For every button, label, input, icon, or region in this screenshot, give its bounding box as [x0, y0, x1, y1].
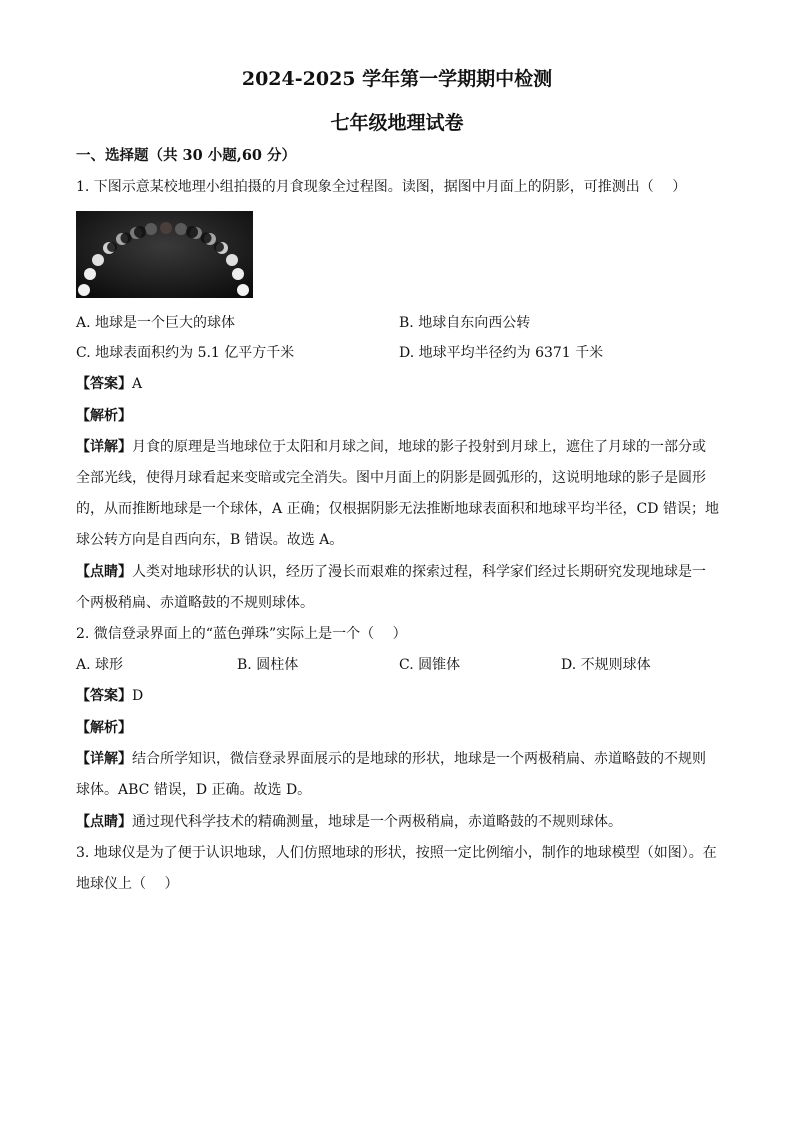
q1-option-d: D. 地球平均半径约为 6371 千米 [399, 345, 604, 361]
q1-tip-line-2: 个两极稍扁、赤道略鼓的不规则球体。 [76, 595, 314, 611]
q2-stem: 2. 微信登录界面上的“蓝色弹珠”实际上是一个（ ） [76, 626, 407, 642]
q2-analysis-tag: 【解析】 [76, 720, 132, 736]
q2-option-b: B. 圆柱体 [237, 657, 299, 673]
answer-tag: 【答案】 [76, 376, 132, 392]
section-heading: 一、选择题（共 30 小题,60 分） [76, 147, 297, 164]
q1-detail-line-2: 全部光线，使得月球看起来变暗或完全消失。图中月面上的阴影是圆弧形的，这说明地球的影子是圆形 [76, 470, 706, 486]
q1-option-b: B. 地球自东向西公转 [399, 315, 531, 331]
q1-detail-line-4: 球公转方向是自西向东，B 错误。故选 A。 [76, 532, 344, 548]
q2-option-d: D. 不规则球体 [561, 657, 651, 673]
answer-value: A [132, 376, 143, 392]
q2-tip-line-1: 【点睛】通过现代科学技术的精确测量，地球是一个两极稍扁，赤道略鼓的不规则球体。 [76, 814, 622, 830]
tip-tag: 【点睛】 [76, 564, 132, 580]
detail-tag: 【详解】 [76, 439, 132, 455]
q3-stem-line-2: 地球仪上（ ） [76, 876, 179, 892]
q1-detail-line-1: 【详解】月食的原理是当地球位于太阳和月球之间，地球的影子投射到月球上，遮住了月球的一部分或 [76, 439, 706, 455]
q2-option-a: A. 球形 [76, 657, 124, 673]
q2-answer: 【答案】D [76, 688, 144, 704]
lunar-eclipse-sequence-image [76, 211, 253, 298]
exam-title: 2024-2025 学年第一学期期中检测 [241, 68, 553, 90]
q2-option-c: C. 圆锥体 [399, 657, 461, 673]
q3-stem-line-1: 3. 地球仪是为了便于认识地球，人们仿照地球的形状，按照一定比例缩小，制作的地球模型（如图）。在 [76, 845, 717, 861]
exam-subtitle: 七年级地理试卷 [330, 112, 464, 134]
q1-option-c: C. 地球表面积约为 5.1 亿平方千米 [76, 345, 295, 361]
lunar-eclipse-photo [76, 211, 253, 298]
q1-option-a: A. 地球是一个巨大的球体 [76, 315, 236, 331]
q2-detail-line-2: 球体。ABC 错误，D 正确。故选 D。 [76, 782, 312, 798]
q2-detail-line-1: 【详解】结合所学知识，微信登录界面展示的是地球的形状，地球是一个两极稍扁、赤道略鼓的不规则 [76, 751, 706, 767]
q1-answer [76, 374, 142, 394]
q1-stem: 1. 下图示意某校地理小组拍摄的月食现象全过程图。读图，据图中月面上的阴影，可推测出（ ） [76, 179, 687, 195]
q1-detail-line-3: 的，从而推断地球是一个球体，A 正确；仅根据阴影无法推断地球表面积和地球平均半径，CD 错误；地 [76, 501, 719, 517]
q1-analysis-tag: 【解析】 [76, 408, 132, 424]
q1-tip-line-1: 【点睛】人类对地球形状的认识，经历了漫长而艰难的探索过程，科学家们经过长期研究发现地球是一 [76, 564, 706, 580]
